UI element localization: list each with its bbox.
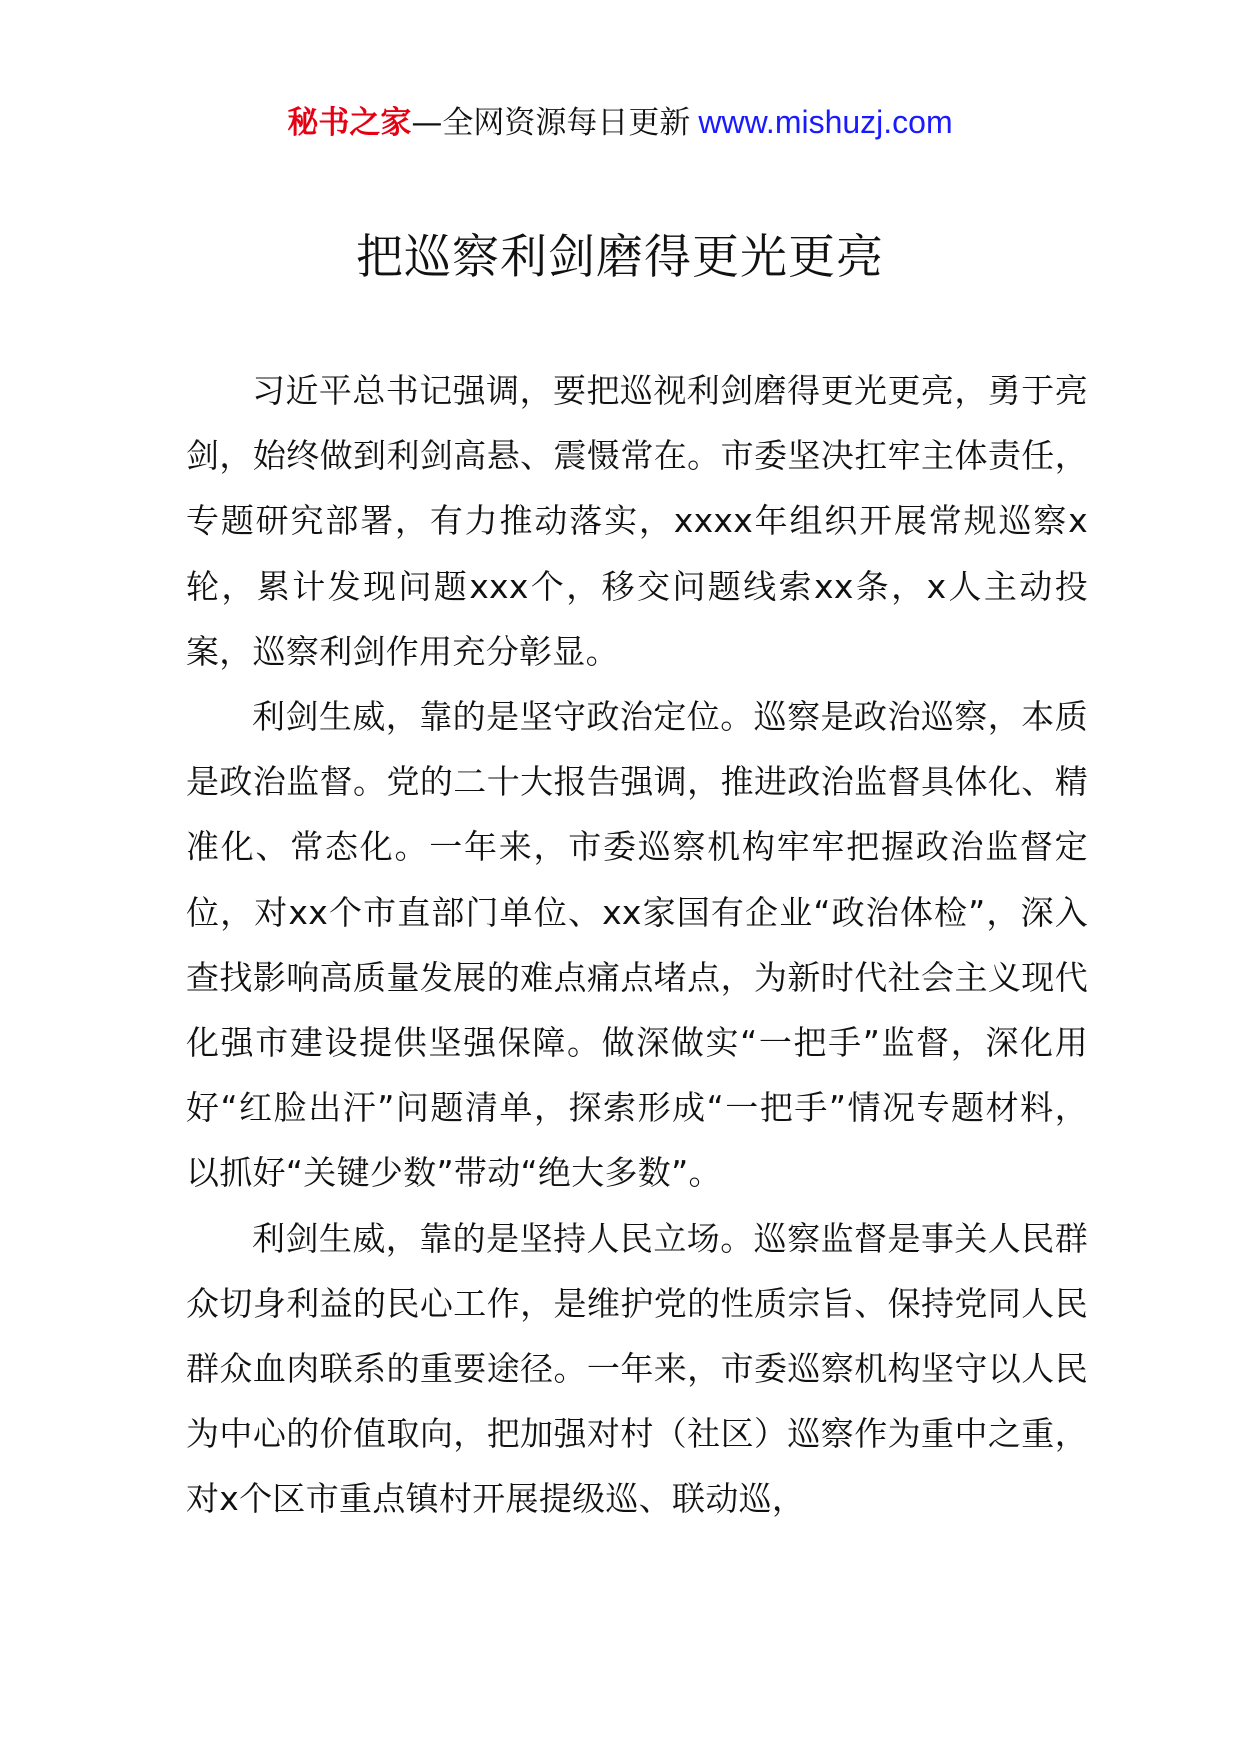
site-brand: 秘书之家 <box>287 105 412 141</box>
paragraph-2: 利剑生威，靠的是坚守政治定位。巡察是政治巡察，本质是政治监督。党的二十大报告强调，推进政治监督具体化、精准化、常态化。一年来，市委巡察机构牢牢把握政治监督定位，对xx个市直部门单位、xx家国有企业“政治体检”，深入查找影响高质量发展的难点痛点堵点，为新时代社会主义现代化强市建设提供坚强保障。做深做实“一把手”监督，深化用好“红脸出汗”问题清单，探索形成“一把手”情况专题材料，以抓好“关键少数”带动“绝大多数”。 <box>186 697 1088 1193</box>
paragraph-3: 利剑生威，靠的是坚持人民立场。巡察监督是事关人民群众切身利益的民心工作，是维护党的性质宗旨、保持党同人民群众血肉联系的重要途径。一年来，市委巡察机构坚守以人民为中心的价值取向，把加强对村（社区）巡察作为重中之重，对x个区市重点镇村开展提级巡、联动巡， <box>186 1218 1088 1519</box>
site-header <box>0 100 1240 145</box>
site-tagline: —全网资源每日更新 <box>411 105 691 141</box>
document-title: 把巡察利剑磨得更光更亮 <box>356 230 884 285</box>
paragraph-1: 习近平总书记强调，要把巡视利剑磨得更光更亮，勇于亮剑，始终做到利剑高悬、震慑常在。市委坚决扛牢主体责任，专题研究部署，有力推动落实，xxxx年组织开展常规巡察x轮，累计发现问题xxx个，移交问题线索xx条，x人主动投案，巡察利剑作用充分彰显。 <box>186 371 1088 671</box>
document-body <box>186 358 1088 1532</box>
site-url-link[interactable]: www.mishuzj.com <box>698 104 953 140</box>
